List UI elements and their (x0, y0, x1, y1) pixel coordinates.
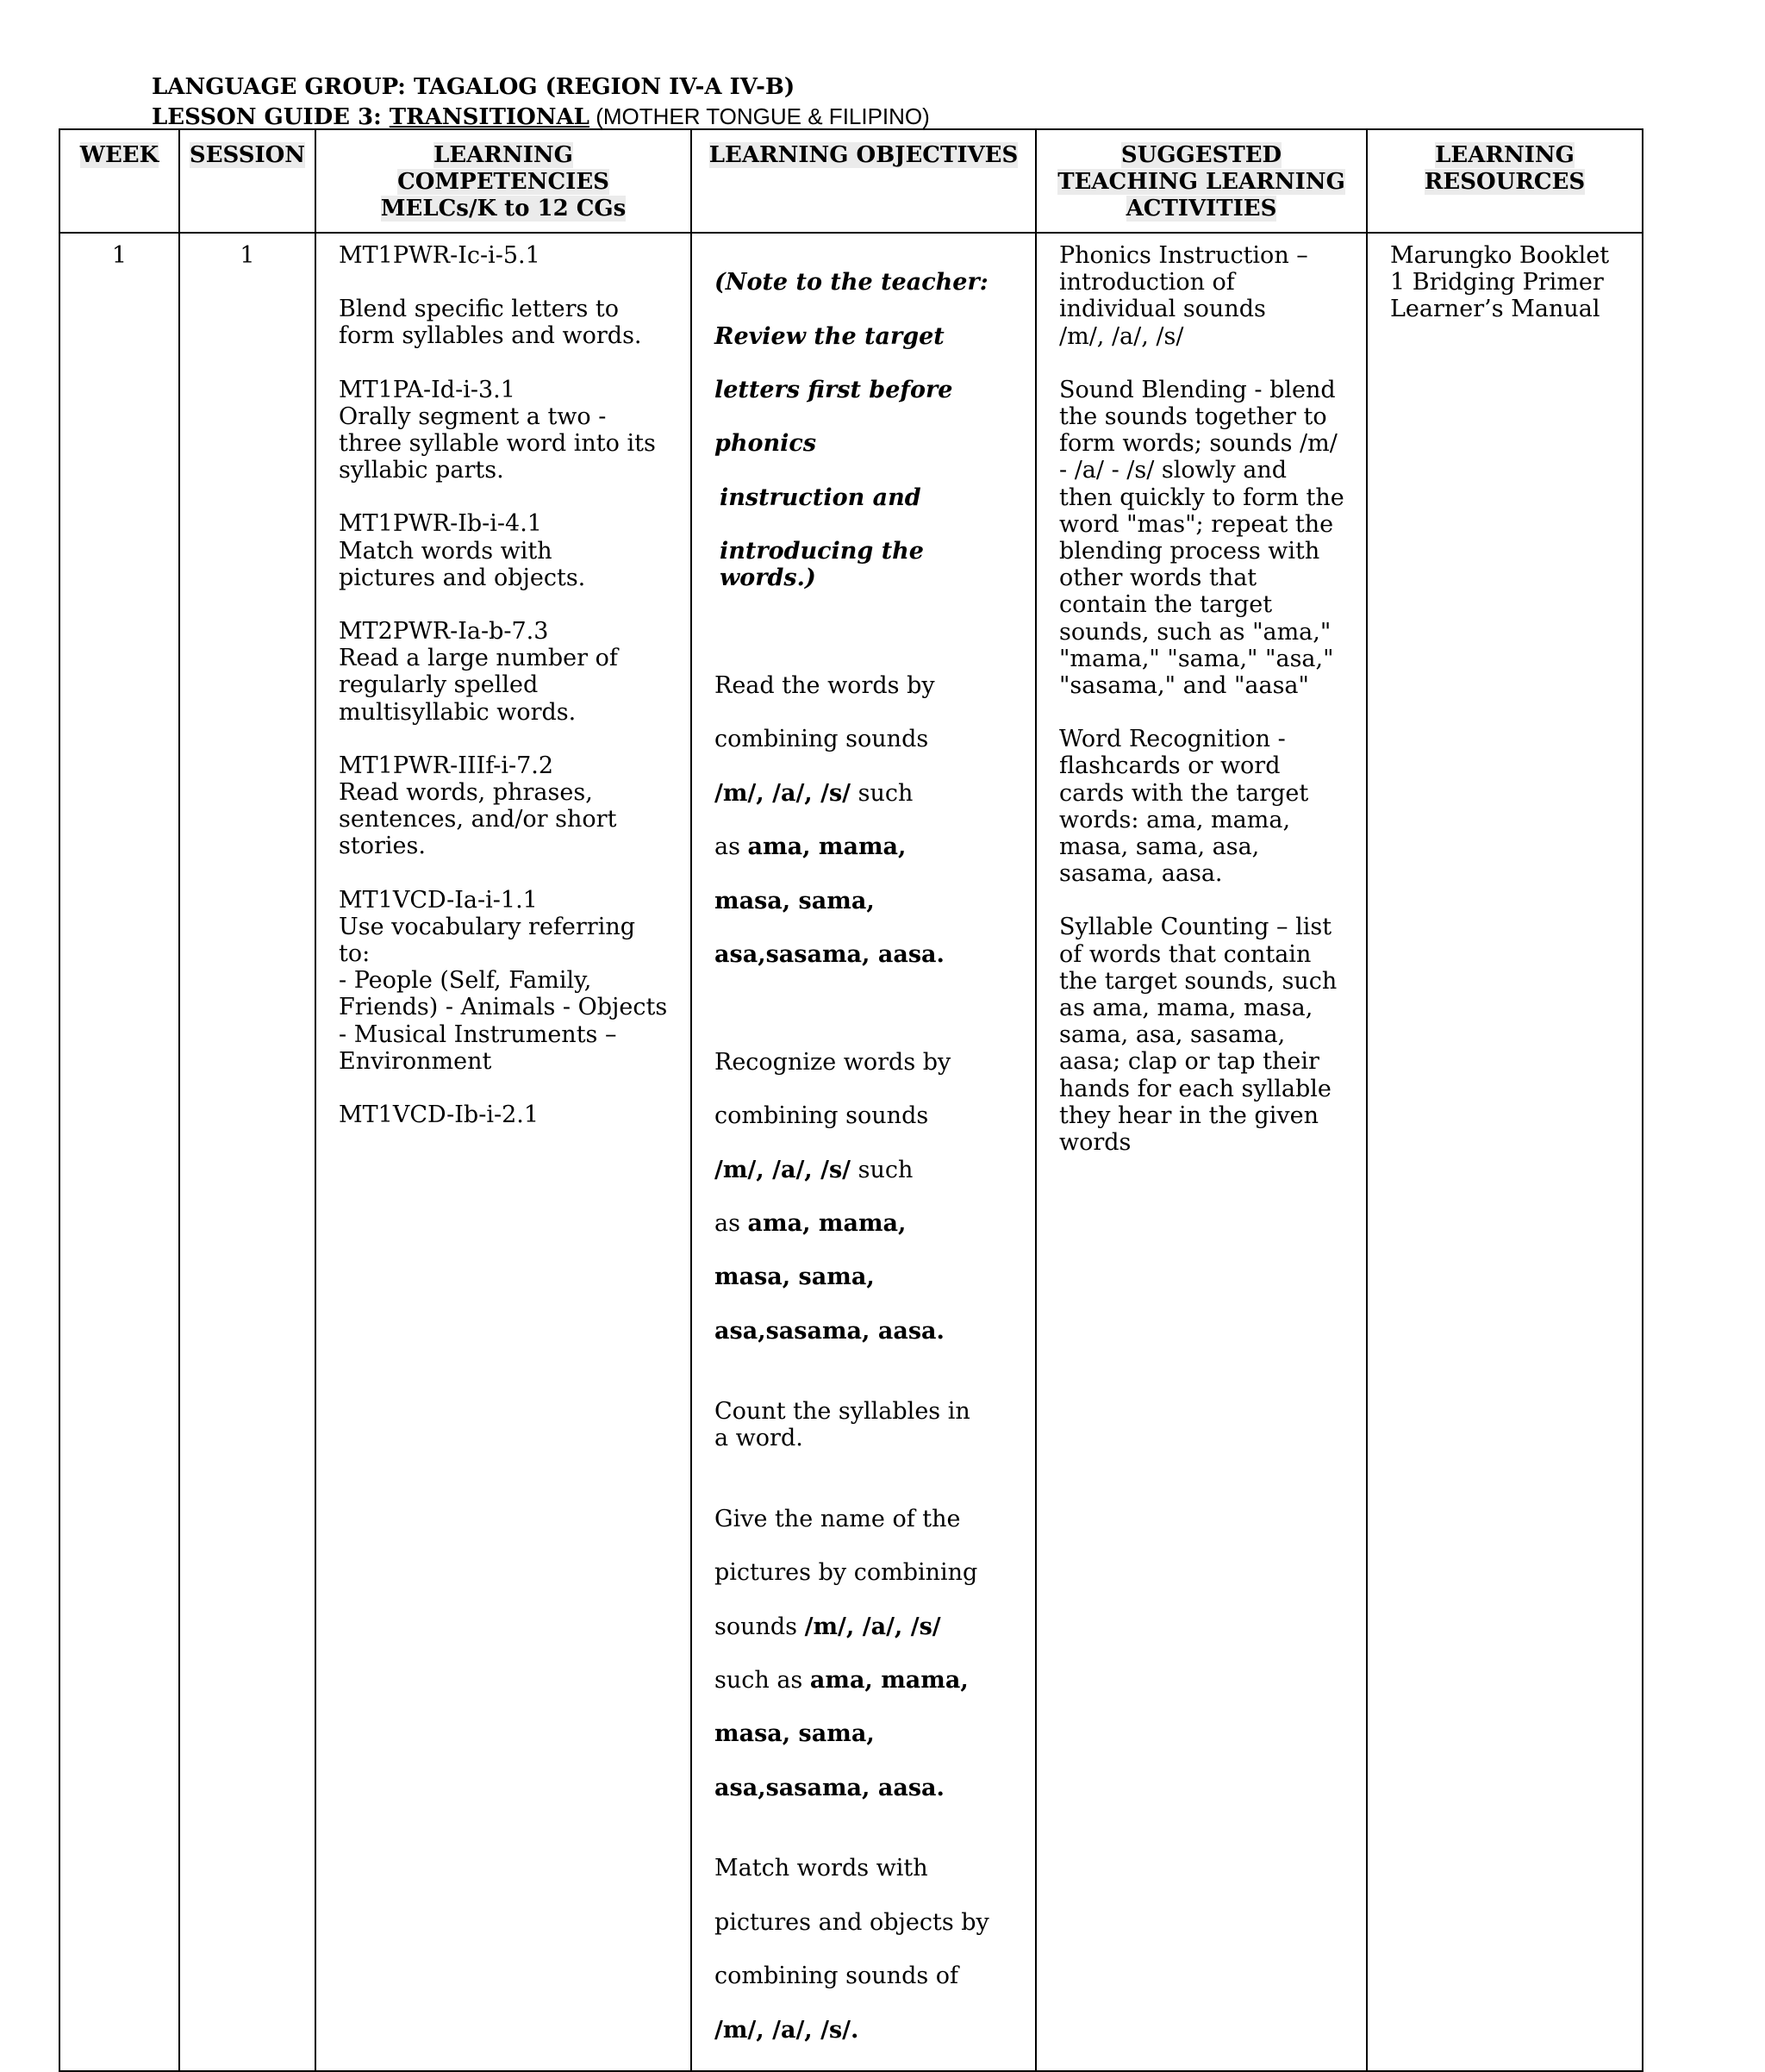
resources-cell (1367, 233, 1643, 2071)
competency-text: Use vocabulary referring to: - People (Self, Family, Friends) - Animals - Objects - Musical Instruments – Environment (339, 913, 668, 1075)
column-header-session: SESSION (179, 129, 315, 233)
column-header-resources: LEARNING RESOURCES (1367, 129, 1643, 233)
competency-code: MT2PWR-Ia-b-7.3 (339, 618, 549, 646)
learning-resources-text: Marungko Booklet 1 Bridging Primer Learner’s Manual (1390, 242, 1610, 323)
lesson-guide-subject: (MOTHER TONGUE & FILIPINO) (589, 103, 930, 129)
lesson-guide-heading (152, 102, 930, 132)
column-header-competencies: LEARNING COMPETENCIES MELCs/K to 12 CGs (315, 129, 691, 233)
activities-cell (1036, 233, 1367, 2071)
week-cell: 1 (59, 233, 179, 2071)
competency-text: Blend specific letters to form syllables and words. (339, 296, 642, 350)
column-header-objectives: LEARNING OBJECTIVES (691, 129, 1036, 233)
competency-code: MT1PA-Id-i-3.1 (339, 376, 515, 403)
activity-syllable-counting: Syllable Counting – list of words that contain the target sounds, such as ama, mama, masa, sama, asa, sasama, aasa; clap or tap their hands for each syllable they hear in the given words (1059, 914, 1338, 1157)
objective-name-pictures: Give the name of the pictures by combining sounds /m/, /a/, /s/ such as ama, mama, masa, sama, asa,sasama, aasa. (714, 1505, 978, 1801)
activity-word-recognition: Word Recognition - flashcards or word cards with the target words: ama, mama, masa, sama, asa, sasama, aasa. (1059, 726, 1309, 888)
language-group-heading: LANGUAGE GROUP: TAGALOG (REGION IV-A IV-B) (152, 74, 795, 100)
activity-phonics-instruction: Phonics Instruction – introduction of individual sounds /m/, /a/, /s/ (1059, 242, 1308, 350)
competency-code: MT1VCD-Ib-i-2.1 (339, 1102, 539, 1129)
objectives-cell (691, 233, 1036, 2071)
column-header-activities: SUGGESTED TEACHING LEARNING ACTIVITIES (1036, 129, 1367, 233)
session-cell: 1 (179, 233, 315, 2071)
competency-text: Match words with pictures and objects. (339, 537, 586, 591)
activity-sound-blending: Sound Blending - blend the sounds together to form words; sounds /m/ - /a/ - /s/ slowly and then quickly to form the word "mas"; repeat the blending process with other words that contain the target sounds, such as "ama," "mama," "sama," "asa," "sasama," and "aasa" (1059, 376, 1344, 700)
objective-recognize-words: Recognize words by combining sounds /m/, /a/, /s/ such as ama, mama, masa, sama, asa,sasama, aasa. (714, 1048, 951, 1345)
competency-code: MT1VCD-Ia-i-1.1 (339, 886, 538, 914)
objective-read-words: Read the words by combining sounds /m/, /a/, /s/ such as ama, mama, masa, sama, asa,sasama, aasa. (714, 672, 945, 969)
objective-match-words: Match words with pictures and objects by combining sounds of /m/, /a/, /s/. (714, 1855, 989, 2044)
competency-text: Read words, phrases, sentences, and/or short stories. (339, 779, 617, 860)
competency-text: Read a large number of regularly spelled multisyllabic words. (339, 645, 618, 726)
teacher-note: (Note to the teacher: Review the target letters first before phonics instruction and introducing the words.) (714, 269, 989, 592)
objective-count-syllables: Count the syllables in a word. (714, 1398, 970, 1452)
competency-code: MT1PWR-Ib-i-4.1 (339, 510, 542, 538)
competency-text: Orally segment a two - three syllable word into its syllabic parts. (339, 403, 656, 484)
competency-code: MT1PWR-IIIf-i-7.2 (339, 752, 554, 779)
lesson-guide-table (59, 128, 1643, 2072)
competencies-cell (315, 233, 691, 2071)
table-row (59, 233, 1643, 2071)
document-header (152, 72, 930, 132)
competency-code: MT1PWR-Ic-i-5.1 (339, 242, 540, 269)
lesson-guide-level: TRANSITIONAL (389, 104, 589, 130)
lesson-guide-prefix: LESSON GUIDE 3: (152, 104, 390, 130)
column-header-week: WEEK (59, 129, 179, 233)
table-header-row (59, 129, 1643, 233)
